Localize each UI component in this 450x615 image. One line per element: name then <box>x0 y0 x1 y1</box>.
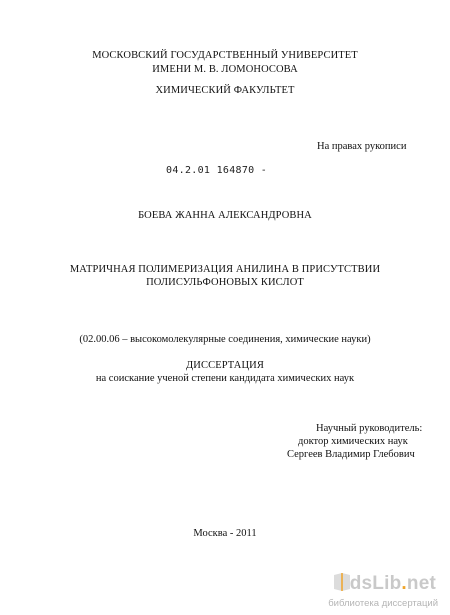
supervisor-label: Научный руководитель: <box>316 423 423 434</box>
dissertation-title-line-2: ПОЛИСУЛЬФОНОВЫХ КИСЛОТ <box>146 277 304 288</box>
supervisor-name: Сергеев Владимир Глебович <box>287 449 415 460</box>
faculty-name: ХИМИЧЕСКИЙ ФАКУЛЬТЕТ <box>155 85 295 96</box>
manuscript-rights-note: На правах рукописи <box>317 141 407 152</box>
registry-number-stamp: 04.2.01 164870 - <box>166 165 268 176</box>
degree-sought: на соискание ученой степени кандидата химических наук <box>95 373 355 384</box>
dissertation-title-line-1: МАТРИЧНАЯ ПОЛИМЕРИЗАЦИЯ АНИЛИНА В ПРИСУТСТВИИ <box>69 264 381 275</box>
specialty-code: (02.00.06 – высокомолекулярные соединения, химические науки) <box>79 334 371 345</box>
document-type: ДИССЕРТАЦИЯ <box>186 360 264 371</box>
author-name: БОЕВА ЖАННА АЛЕКСАНДРОВНА <box>138 210 312 221</box>
supervisor-degree: доктор химических наук <box>298 436 408 447</box>
watermark-logo: dsLib.net <box>349 573 436 594</box>
city-year: Москва - 2011 <box>193 528 257 539</box>
university-named-after: ИМЕНИ М. В. ЛОМОНОСОВА <box>152 64 298 75</box>
site-watermark <box>328 571 444 611</box>
university-name: МОСКОВСКИЙ ГОСУДАРСТВЕННЫЙ УНИВЕРСИТЕТ <box>92 50 358 61</box>
watermark-tagline: библиотека диссертаций <box>328 598 438 609</box>
